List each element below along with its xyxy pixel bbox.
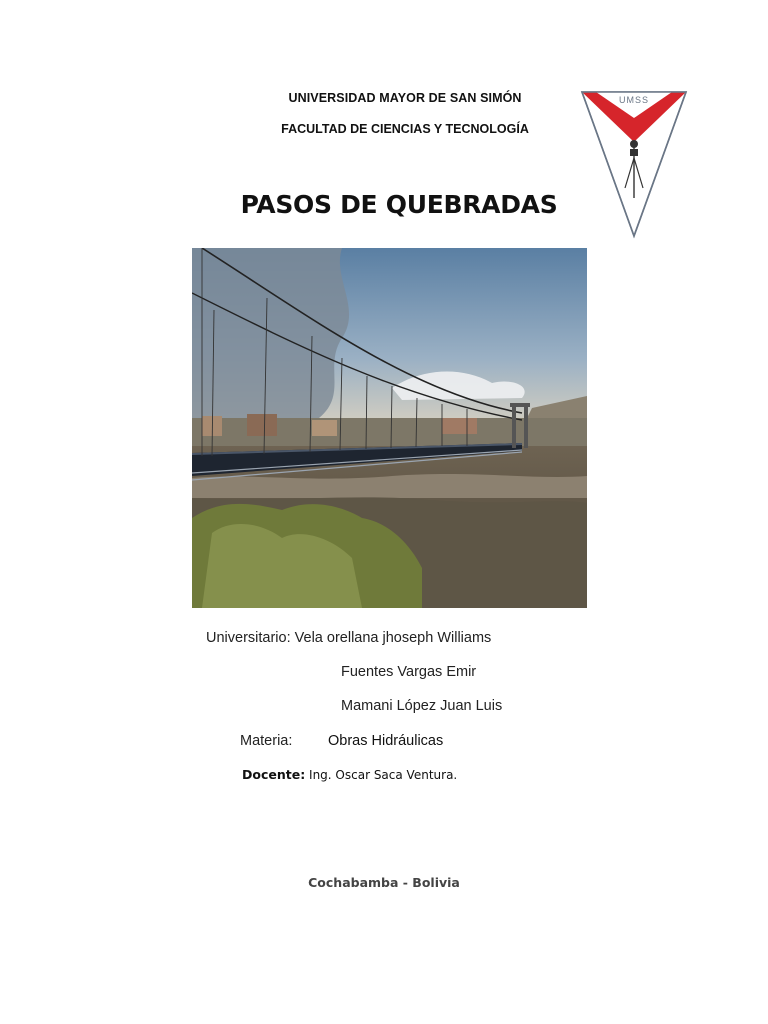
students-line-1 <box>206 630 491 646</box>
teacher-value: Ing. Oscar Saca Ventura. <box>309 768 458 782</box>
suspension-pipe-bridge-photo-icon <box>192 248 587 608</box>
university-name: UNIVERSIDAD MAYOR DE SAN SIMÓN <box>288 91 522 105</box>
logo-text: UMSS <box>618 95 650 105</box>
student-name: Mamani López Juan Luis <box>341 698 503 714</box>
subject-value: Obras Hidráulicas <box>328 733 444 749</box>
subject-label: Materia: <box>240 733 293 749</box>
students-label: Universitario: <box>206 630 291 646</box>
location: Cochabamba - Bolivia <box>308 875 460 890</box>
faculty-name: FACULTAD DE CIENCIAS Y TECNOLOGÍA <box>281 122 529 136</box>
teacher-line <box>242 767 457 782</box>
student-name: Fuentes Vargas Emir <box>341 664 477 680</box>
teacher-label: Docente: <box>242 767 306 782</box>
document-title: PASOS DE QUEBRADAS <box>240 190 558 219</box>
student-name: Vela orellana jhoseph Williams <box>294 630 492 646</box>
